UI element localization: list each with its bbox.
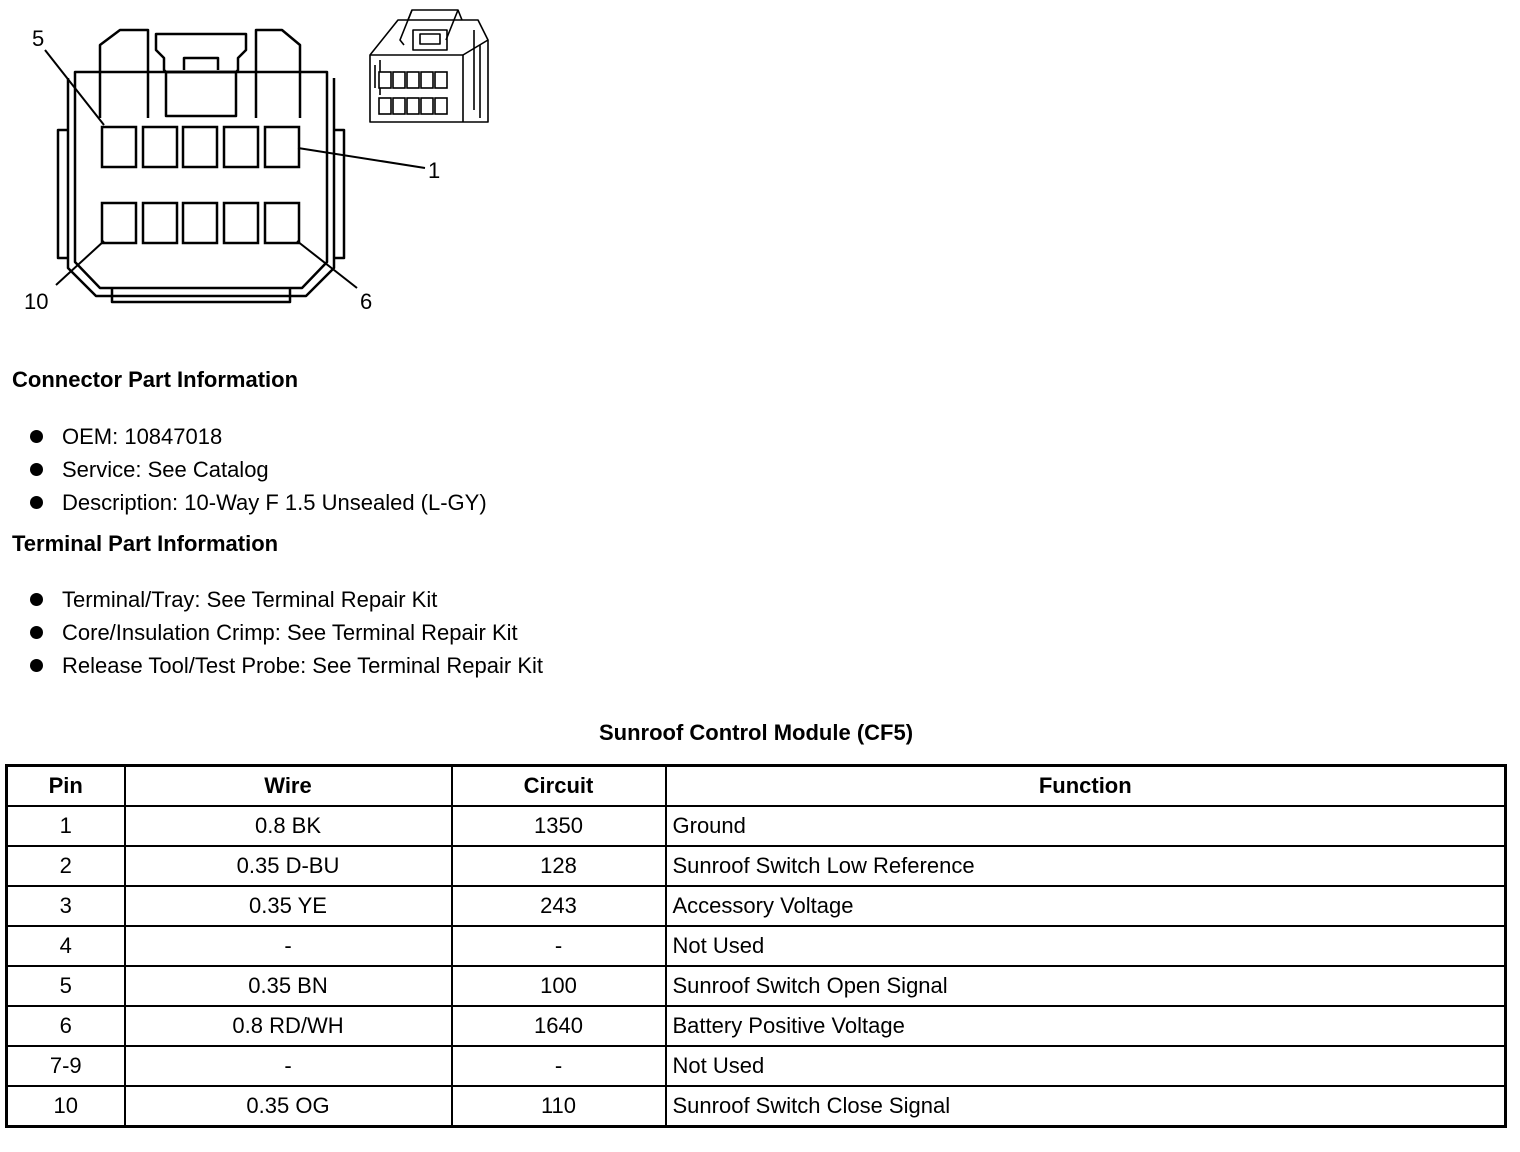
cavity-6 [265, 203, 299, 243]
pin-label-10: 10 [24, 289, 49, 314]
cell-function: Sunroof Switch Low Reference [666, 846, 1506, 886]
cell-pin: 4 [7, 926, 125, 966]
cell-pin: 3 [7, 886, 125, 926]
cell-wire: 0.35 D-BU [125, 846, 452, 886]
cell-pin: 2 [7, 846, 125, 886]
cell-pin: 10 [7, 1086, 125, 1127]
list-item-text: Core/Insulation Crimp: See Terminal Repair Kit [62, 620, 518, 645]
list-item [30, 649, 543, 682]
right-latch [256, 30, 300, 118]
connector-body-outline [75, 72, 327, 288]
header-pin: Pin [7, 766, 125, 807]
list-item [30, 420, 487, 453]
cell-wire: 0.8 RD/WH [125, 1006, 452, 1046]
bullet-icon [30, 593, 43, 606]
cell-function: Not Used [666, 1046, 1506, 1086]
cavity-1 [265, 127, 299, 167]
cavity-7 [224, 203, 258, 243]
left-latch [100, 30, 148, 118]
cell-wire: 0.35 OG [125, 1086, 452, 1127]
cavity-8 [183, 203, 217, 243]
connector-diagram [0, 0, 520, 330]
table-header-row [7, 766, 1506, 807]
pin-label-6: 6 [360, 289, 373, 314]
pin-label-5: 5 [32, 26, 45, 51]
cavity-10 [102, 203, 136, 243]
header-wire: Wire [125, 766, 452, 807]
pinout-table [5, 764, 1507, 1128]
cell-pin: 1 [7, 806, 125, 846]
table-row [7, 966, 1506, 1006]
header-function: Function [666, 766, 1506, 807]
cell-circuit: 243 [452, 886, 666, 926]
cell-wire: 0.35 YE [125, 886, 452, 926]
bullet-icon [30, 496, 43, 509]
cavity-9 [143, 203, 177, 243]
list-item-text: Service: See Catalog [62, 457, 269, 482]
cell-circuit: 1350 [452, 806, 666, 846]
cell-circuit: 1640 [452, 1006, 666, 1046]
cell-wire: - [125, 926, 452, 966]
table-row [7, 1086, 1506, 1127]
table-row [7, 886, 1506, 926]
table-title: Sunroof Control Module (CF5) [598, 720, 914, 745]
cell-function: Sunroof Switch Close Signal [666, 1086, 1506, 1127]
center-latch [156, 34, 246, 72]
bullet-icon [30, 659, 43, 672]
cell-pin: 7-9 [7, 1046, 125, 1086]
bullet-icon [30, 463, 43, 476]
header-circuit: Circuit [452, 766, 666, 807]
cell-function: Accessory Voltage [666, 886, 1506, 926]
table-row [7, 1006, 1506, 1046]
cell-circuit: - [452, 1046, 666, 1086]
cell-wire: 0.8 BK [125, 806, 452, 846]
cell-wire: 0.35 BN [125, 966, 452, 1006]
cavity-3 [183, 127, 217, 167]
cell-pin: 6 [7, 1006, 125, 1046]
cell-circuit: 100 [452, 966, 666, 1006]
list-item [30, 616, 543, 649]
table-row [7, 806, 1506, 846]
connector-info-list [30, 420, 487, 519]
cavity-4 [143, 127, 177, 167]
cavity-5 [102, 127, 136, 167]
cell-function: Sunroof Switch Open Signal [666, 966, 1506, 1006]
cell-function: Ground [666, 806, 1506, 846]
list-item [30, 453, 487, 486]
terminal-info-list [30, 583, 543, 682]
pin-label-1: 1 [428, 158, 441, 183]
table-row [7, 846, 1506, 886]
list-item-text: OEM: 10847018 [62, 424, 223, 449]
list-item-text: Description: 10-Way F 1.5 Unsealed (L-GY) [62, 490, 487, 515]
cell-circuit: 128 [452, 846, 666, 886]
list-item-text: Terminal/Tray: See Terminal Repair Kit [62, 587, 438, 612]
cell-pin: 5 [7, 966, 125, 1006]
bullet-icon [30, 626, 43, 639]
list-item [30, 583, 543, 616]
list-item-text: Release Tool/Test Probe: See Terminal Repair Kit [62, 653, 543, 678]
table-row [7, 1046, 1506, 1086]
cell-wire: - [125, 1046, 452, 1086]
cell-function: Not Used [666, 926, 1506, 966]
cavity-2 [224, 127, 258, 167]
cell-circuit: 110 [452, 1086, 666, 1127]
table-row [7, 926, 1506, 966]
list-item [30, 486, 487, 519]
bullet-icon [30, 430, 43, 443]
connector-info-heading: Connector Part Information [12, 367, 299, 392]
cell-function: Battery Positive Voltage [666, 1006, 1506, 1046]
cell-circuit: - [452, 926, 666, 966]
terminal-info-heading: Terminal Part Information [12, 531, 279, 556]
